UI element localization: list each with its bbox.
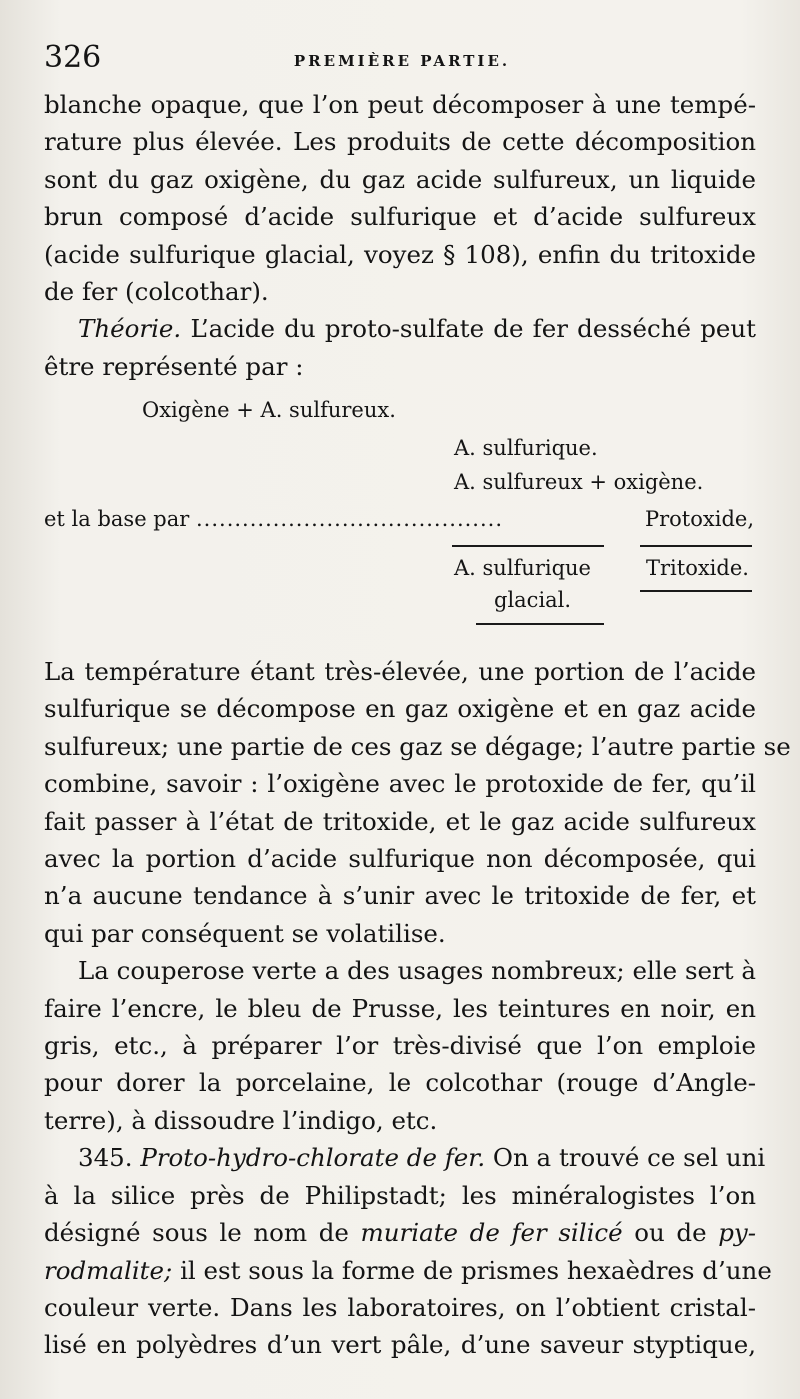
section-345-heading <box>44 1139 766 1176</box>
text-line: être représenté par : <box>44 351 304 381</box>
text-line: sulfurique se décompose en gaz oxigène et en gaz acide <box>44 694 756 724</box>
running-title: PREMIÈRE PARTIE. <box>293 52 511 70</box>
text-line: blanche opaque, que l’on peut décomposer à une tempé- <box>44 90 756 119</box>
scheme-base-value: Protoxide, <box>645 507 754 531</box>
scheme-rule <box>640 590 752 592</box>
text-line: rature plus élevée. Les produits de cette décomposition <box>44 127 756 157</box>
text-line: faire l’encre, le bleu de Prusse, les teintures en noir, en <box>44 993 756 1023</box>
paragraph-explanation <box>44 653 791 1364</box>
page-number: 326 <box>44 40 102 75</box>
text-line: La température étant très-élevée, une portion de l’acide <box>44 657 756 686</box>
text-line: gris, etc., à préparer l’or très-divisé que l’on emploie <box>44 1031 756 1061</box>
scheme-base-label: et la base par <box>44 507 190 531</box>
text-span: désigné sous le nom de <box>44 1218 349 1248</box>
text-line: sulfureux; une partie de ces gaz se dégage; l’autre partie se <box>44 731 791 761</box>
text-line: à la silice près de Philipstadt; les minéralogistes l’on <box>44 1180 756 1210</box>
scheme-rule <box>640 545 752 547</box>
text-line: de fer (colcothar). <box>44 277 269 307</box>
section-text: On a trouvé ce sel uni <box>492 1143 766 1173</box>
text-line: fait passer à l’état de tritoxide, et le gaz acide sulfureux <box>44 806 756 836</box>
mineral-name: py- <box>718 1218 756 1248</box>
mineral-name: rodmalite; <box>44 1255 173 1285</box>
text-line: sont du gaz oxigène, du gaz acide sulfureux, un liquide <box>44 164 756 194</box>
text-line: La couperose verte a des usages nombreux; elle sert à <box>78 956 756 986</box>
scheme-result-sulfurique: A. sulfurique. <box>454 436 598 460</box>
text-span: il est sous la forme de prismes hexaèdres d’une <box>180 1255 772 1285</box>
text-line: lisé en polyèdres d’un vert pâle, d’une saveur styptique, <box>44 1330 756 1360</box>
text-line: couleur verte. Dans les laboratoires, on l’obtient cristal- <box>44 1292 756 1322</box>
theorie-text: L’acide du proto-sulfate de fer desséché peut <box>190 314 756 344</box>
text-line: (acide sulfurique glacial, voyez § 108), enfin du tritoxide <box>44 239 756 269</box>
chemical-scheme <box>0 0 800 660</box>
scheme-rule <box>476 623 604 625</box>
text-span: ou de <box>634 1218 707 1248</box>
scheme-acid-components: Oxigène + A. sulfureux. <box>142 398 396 422</box>
text-line: n’a aucune tendance à s’unir avec le tritoxide de fer, et <box>44 881 756 911</box>
text-line <box>44 1252 772 1289</box>
scheme-rule <box>452 545 604 547</box>
scheme-result-sulfureux: A. sulfureux + oxigène. <box>454 470 704 494</box>
scheme-product-acid: A. sulfurique <box>454 556 591 580</box>
text-line: qui par conséquent se volatilise. <box>44 918 446 948</box>
text-line: combine, savoir : l’oxigène avec le protoxide de fer, qu’il <box>44 769 756 799</box>
text-line: pour dorer la porcelaine, le colcothar (rouge d’Angle- <box>44 1068 756 1098</box>
text-line: terre), à dissoudre l’indigo, etc. <box>44 1105 438 1135</box>
text-line <box>44 1214 756 1251</box>
mineral-name: muriate de fer silicé <box>360 1218 623 1248</box>
scheme-product-tritoxide: Tritoxide. <box>646 556 749 580</box>
theorie-label: Théorie. <box>78 314 182 344</box>
scheme-leader-dots: ........................................ <box>196 507 504 531</box>
scheme-product-acid-glacial: glacial. <box>494 588 572 612</box>
section-number: 345. <box>78 1143 133 1173</box>
text-line: avec la portion d’acide sulfurique non décomposée, qui <box>44 844 756 874</box>
section-title: Proto-hydro-chlorate de fer. <box>140 1143 486 1173</box>
text-line: brun composé d’acide sulfurique et d’acide sulfureux <box>44 202 756 232</box>
